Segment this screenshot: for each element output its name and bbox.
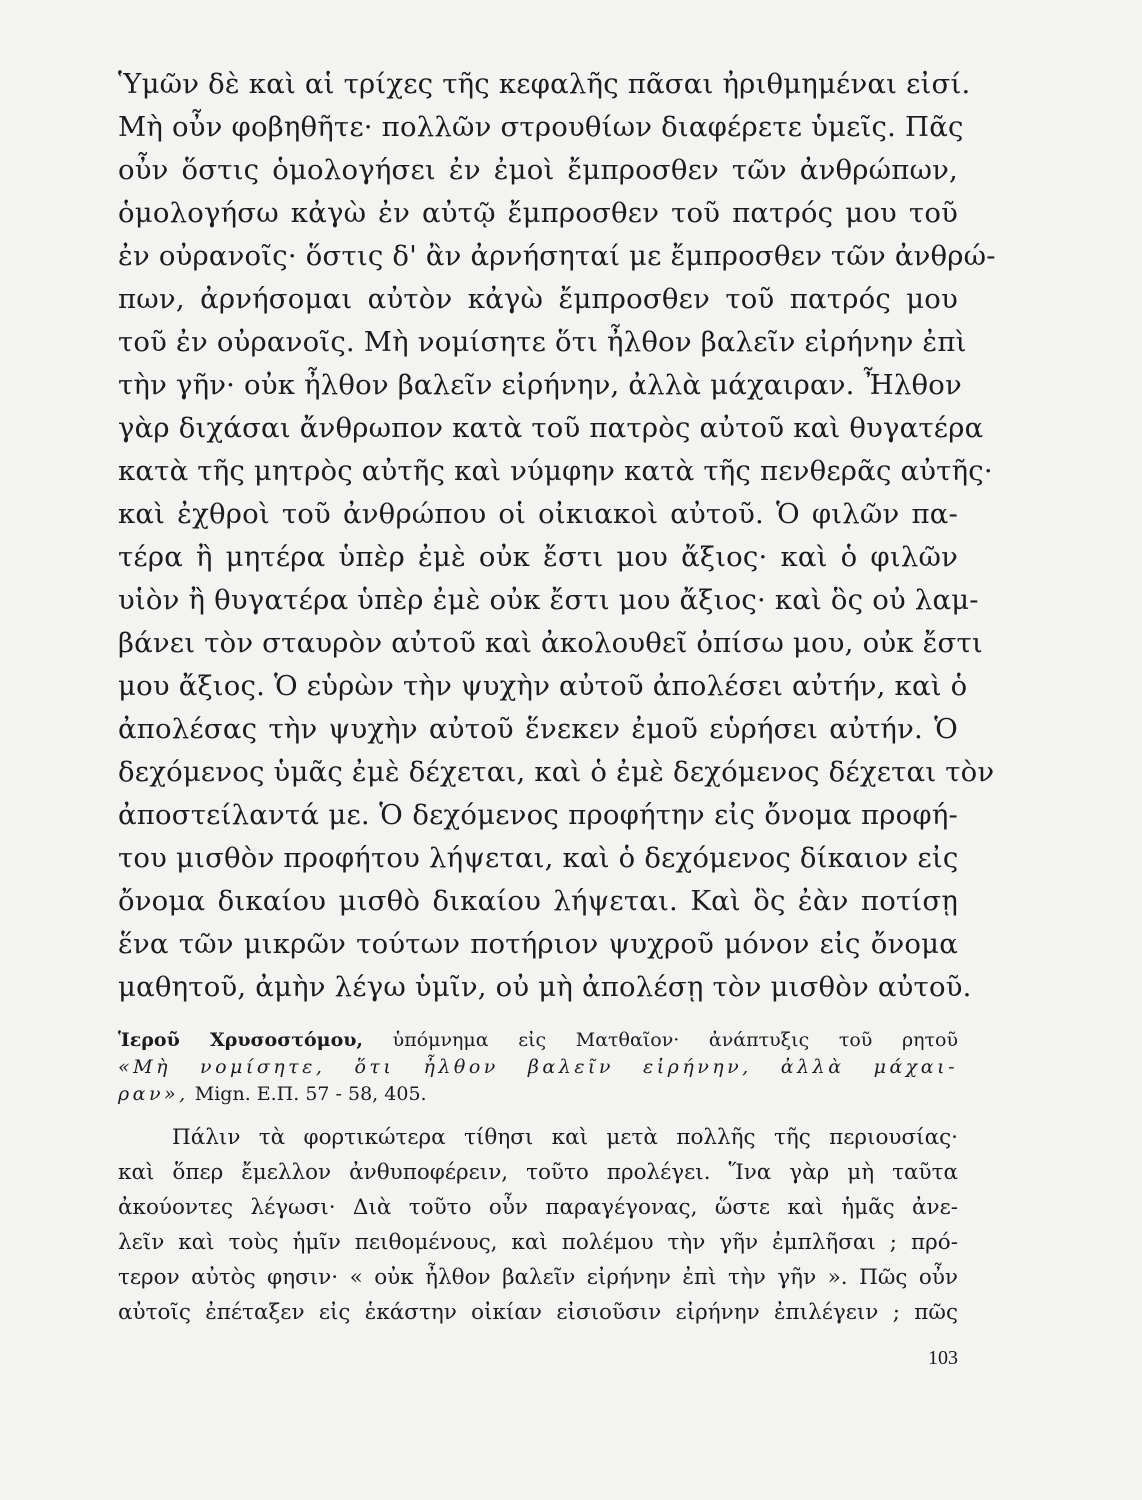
citation-line — [118, 1029, 958, 1051]
scripture-line: βάνει τὸν σταυρὸν αὐτοῦ καὶ ἀκολουθεῖ ὀπίσω μου, οὐκ ἔστι — [118, 627, 983, 659]
scripture-line: ὄνομα δικαίου μισθὸ δικαίου λήψεται. Καὶ ὃς ἐὰν ποτίσῃ — [118, 885, 958, 917]
citation-line — [118, 1056, 958, 1078]
scripture-line: καὶ ἐχθροὶ τοῦ ἀνθρώπου οἱ οἰκιακοὶ αὐτοῦ. Ὁ φιλῶν πα- — [118, 498, 958, 530]
scripture-line: κατὰ τῆς μητρὸς αὐτῆς καὶ νύμφην κατὰ τῆς πενθερᾶς αὐτῆς· — [118, 455, 993, 487]
scripture-line: δεχόμενος ὑμᾶς ἐμὲ δέχεται, καὶ ὁ ἐμὲ δεχόμενος δέχεται τὸν — [118, 756, 995, 788]
citation-quote: «Μὴ νομίσητε, ὅτι ἦλθον βαλεῖν εἰρήνην, ἀλλὰ μάχαι- — [118, 1056, 958, 1078]
page-number: 103 — [928, 1347, 958, 1369]
scripture-line: ὁμολογήσω κἀγὼ ἐν αὐτῷ ἔμπροσθεν τοῦ πατρός μου τοῦ — [118, 197, 958, 229]
citation-reference: Mign. Ε.Π. 57 - 58, 405. — [194, 1083, 427, 1105]
scripture-line: ἐν οὐρανοῖς· ὅστις δ' ἂν ἀρνήσηταί με ἔμπροσθεν τῶν ἀνθρώ- — [118, 240, 996, 272]
commentary-line: λεῖν καὶ τοὺς ἡμῖν πειθομένους, καὶ πολέμου τὴν γῆν ἐμπλῆσαι ; πρό- — [118, 1230, 958, 1255]
commentary-line: αὐτοῖς ἐπέταξεν εἰς ἑκάστην οἰκίαν εἰσιοῦσιν εἰρήνην ἐπιλέγειν ; πῶς — [118, 1300, 958, 1325]
commentary-line: τερον αὐτὸς φησιν· « οὐκ ἦλθον βαλεῖν εἰρήνην ἐπὶ τὴν γῆν ». Πῶς οὖν — [118, 1265, 958, 1290]
commentary-line: καὶ ὅπερ ἔμελλον ἀνθυποφέρειν, τοῦτο προλέγει. Ἵνα γὰρ μὴ ταῦτα — [118, 1160, 958, 1185]
scripture-line: Ὑμῶν δὲ καὶ αἱ τρίχες τῆς κεφαλῆς πᾶσαι ἠριθμημέναι εἰσί. — [118, 68, 971, 100]
scripture-line: τέρα ἢ μητέρα ὑπὲρ ἐμὲ οὐκ ἔστι μου ἄξιος· καὶ ὁ φιλῶν — [118, 541, 958, 573]
scripture-line: ἕνα τῶν μικρῶν τούτων ποτήριον ψυχροῦ μόνον εἰς ὄνομα — [118, 928, 958, 960]
scripture-line: γὰρ διχάσαι ἄνθρωπον κατὰ τοῦ πατρὸς αὐτοῦ καὶ θυγατέρα — [118, 412, 984, 444]
citation-author: Ἱεροῦ Χρυσοστόμου, — [118, 1029, 364, 1051]
commentary-line: ἀκούοντες λέγωσι· Διὰ τοῦτο οὖν παραγέγονας, ὥστε καὶ ἡμᾶς ἀνε- — [118, 1195, 958, 1220]
scripture-line: μου ἄξιος. Ὁ εὑρὼν τὴν ψυχὴν αὐτοῦ ἀπολέσει αὐτήν, καὶ ὁ — [118, 670, 968, 702]
scripture-line: πων, ἀρνήσομαι αὐτὸν κἀγὼ ἔμπροσθεν τοῦ πατρός μου — [118, 283, 958, 315]
citation-quote-end: ραν», — [118, 1083, 189, 1105]
scripture-line: ἀπολέσας τὴν ψυχὴν αὐτοῦ ἕνεκεν ἐμοῦ εὑρήσει αὐτήν. Ὁ — [118, 713, 958, 745]
scripture-line: υἱὸν ἢ θυγατέρα ὑπὲρ ἐμὲ οὐκ ἔστι μου ἄξιος· καὶ ὃς οὐ λαμ- — [118, 584, 979, 616]
scripture-line: μαθητοῦ, ἀμὴν λέγω ὑμῖν, οὐ μὴ ἀπολέσῃ τὸν μισθὸν αὐτοῦ. — [118, 971, 972, 1003]
commentary-line: Πάλιν τὰ φορτικώτερα τίθησι καὶ μετὰ πολλῆς τῆς περιουσίας· — [172, 1125, 958, 1150]
scripture-line: ἀποστείλαντά με. Ὁ δεχόμενος προφήτην εἰς ὄνομα προφή- — [118, 799, 958, 831]
scripture-line: τοῦ ἐν οὐρανοῖς. Μὴ νομίσητε ὅτι ἦλθον βαλεῖν εἰρήνην ἐπὶ — [118, 326, 967, 358]
scripture-line: τὴν γῆν· οὐκ ἦλθον βαλεῖν εἰρήνην, ἀλλὰ μάχαιραν. Ἦλθον — [118, 369, 962, 401]
scripture-line: Μὴ οὖν φοβηθῆτε· πολλῶν στρουθίων διαφέρετε ὑμεῖς. Πᾶς — [118, 111, 964, 143]
citation-line — [118, 1083, 958, 1105]
scripture-line: οὖν ὅστις ὁμολογήσει ἐν ἐμοὶ ἔμπροσθεν τῶν ἀνθρώπων, — [118, 154, 958, 186]
citation-work: ὑπόμνημα εἰς Ματθαῖον· ἀνάπτυξις τοῦ ρητοῦ — [392, 1029, 959, 1051]
scripture-line: του μισθὸν προφήτου λήψεται, καὶ ὁ δεχόμενος δίκαιον εἰς — [118, 842, 959, 874]
